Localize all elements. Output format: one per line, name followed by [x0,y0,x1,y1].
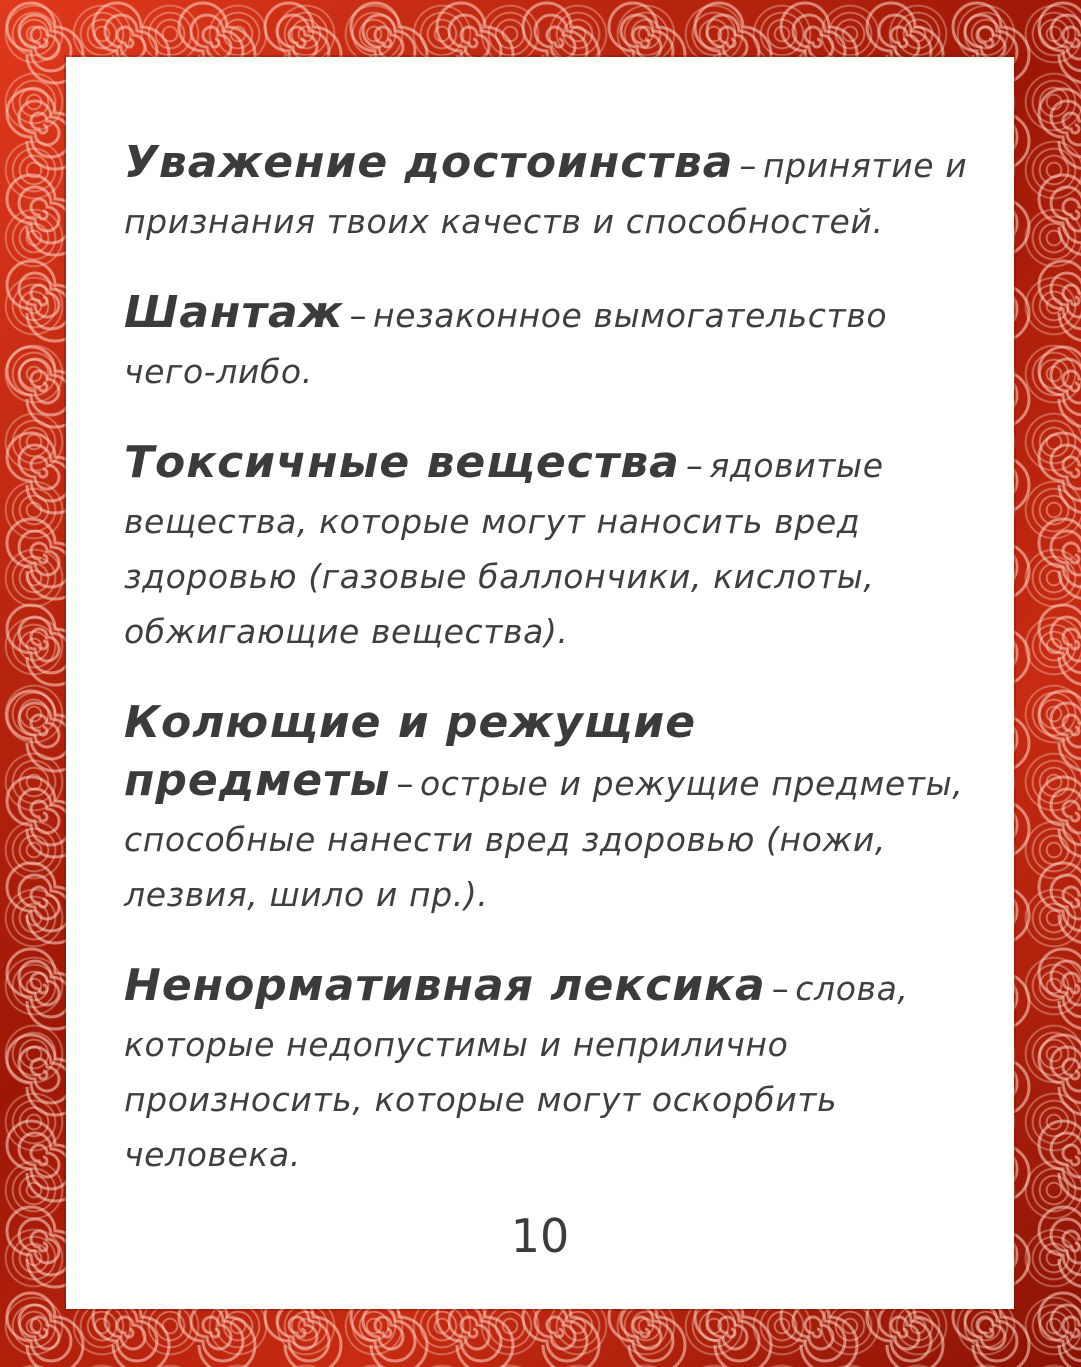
dash: – [349,296,368,336]
term: Колющие и режущие предметы [124,697,697,806]
definition: принятие и признания твоих качеств и способностей. [124,146,968,241]
glossary-entry [124,285,984,399]
definition: ядовитые вещества, которые могут наносить вред здоровью (газовые баллончики, кислоты, обжигающие вещества). [124,446,884,651]
dash: – [739,146,758,186]
glossary-entry [124,135,984,249]
definition: острые и режущие предметы, способные нанести вред здоровью (ножи, лезвия, шило и пр.). [124,764,964,914]
term: Ненормативная лексика [124,960,766,1011]
dash: – [771,969,790,1009]
term: Уважение достоинства [124,137,734,188]
glossary-entry [124,958,984,1182]
term: Токсичные вещества [124,437,680,488]
glossary [124,135,984,1218]
definition: незаконное вымогательство чего-либо. [124,296,888,391]
term: Шантаж [124,287,344,338]
glossary-entry [124,695,984,922]
dash: – [685,446,704,486]
glossary-entry [124,435,984,659]
page-sheet [66,57,1014,1309]
page-number: 10 [510,1209,570,1263]
definition: слова, которые недопустимы и неприлично произносить, которые могут оскорбить человека. [124,969,909,1174]
dash: – [396,764,414,804]
